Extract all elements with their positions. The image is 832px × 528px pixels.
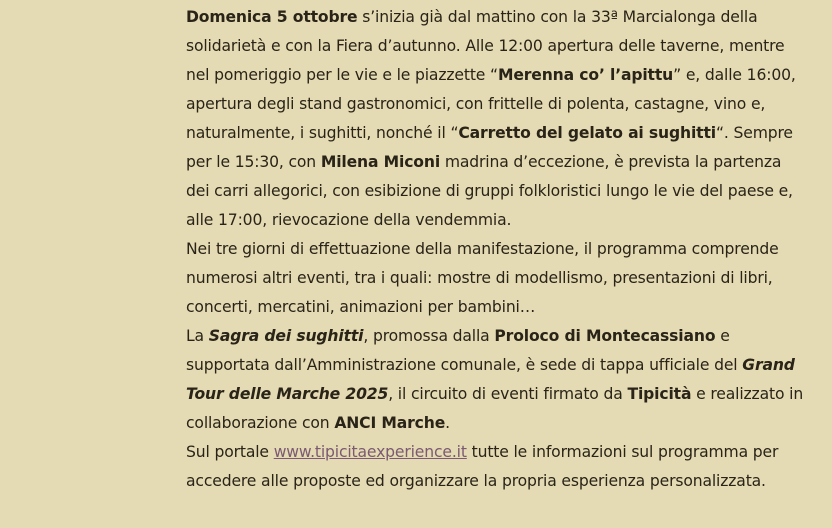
date-highlight: Domenica 5 ottobre bbox=[186, 8, 358, 26]
article-body bbox=[186, 3, 804, 496]
text: e realizzato in collaborazione con bbox=[186, 385, 804, 432]
text: , promossa dalla bbox=[363, 327, 495, 345]
madrina-name: Milena Miconi bbox=[320, 153, 441, 171]
text: madrina d’eccezione, è prevista la partenza dei carri allegorici, con esibizione di gruppi folkloristici lungo le vie del paese e, alle 17:00, rievocazione della vendemmia. bbox=[186, 153, 793, 229]
paragraph-sagra bbox=[186, 322, 804, 438]
paragraph-eventi: Nei tre giorni di effettuazione della manifestazione, il programma comprende numerosi altri eventi, tra i quali: mostre di modellismo, presentazioni di libri, concerti, mercatini, animazioni per bambini… bbox=[186, 240, 779, 316]
merenda-highlight: Merenna co’ l’apittu bbox=[497, 66, 674, 84]
text: ” e, dalle 16:00, apertura degli stand gastronomici, con frittelle di polenta, castagne, vino e, naturalmente, i sughitti, nonché il “ bbox=[186, 66, 796, 142]
text: “. Sempre per le 15:30, con bbox=[186, 124, 793, 171]
paragraph-portale bbox=[186, 438, 804, 496]
tipicita-link[interactable]: www.tipicitaexperience.it bbox=[273, 443, 467, 461]
text: Sul portale bbox=[186, 443, 274, 461]
sagra-name: Sagra dei sughitti bbox=[208, 327, 364, 345]
anci-name: ANCI Marche bbox=[334, 414, 446, 432]
tipicita-name: Tipicità bbox=[627, 385, 692, 403]
text: e supportata dall’Amministrazione comunale, è sede di tappa ufficiale del bbox=[186, 327, 743, 374]
carretto-highlight: Carretto del gelato ai sughitti bbox=[458, 124, 716, 142]
text: , il circuito di eventi firmato da bbox=[388, 385, 628, 403]
text: tutte le informazioni sul programma per accedere alle proposte ed organizzare la propria esperienza personalizzata. bbox=[186, 443, 779, 490]
grand-tour-name: Grand Tour delle Marche 2025 bbox=[186, 356, 795, 403]
paragraph-domenica bbox=[186, 3, 804, 235]
text: s’inizia già dal mattino con la 33ª Marcialonga della solidarietà e con la Fiera d’autunno. Alle 12:00 apertura delle taverne, mentre nel pomeriggio per le vie e le piazzette “ bbox=[186, 8, 785, 84]
proloco-name: Proloco di Montecassiano bbox=[494, 327, 716, 345]
text: La bbox=[186, 327, 209, 345]
text: . bbox=[445, 414, 450, 432]
